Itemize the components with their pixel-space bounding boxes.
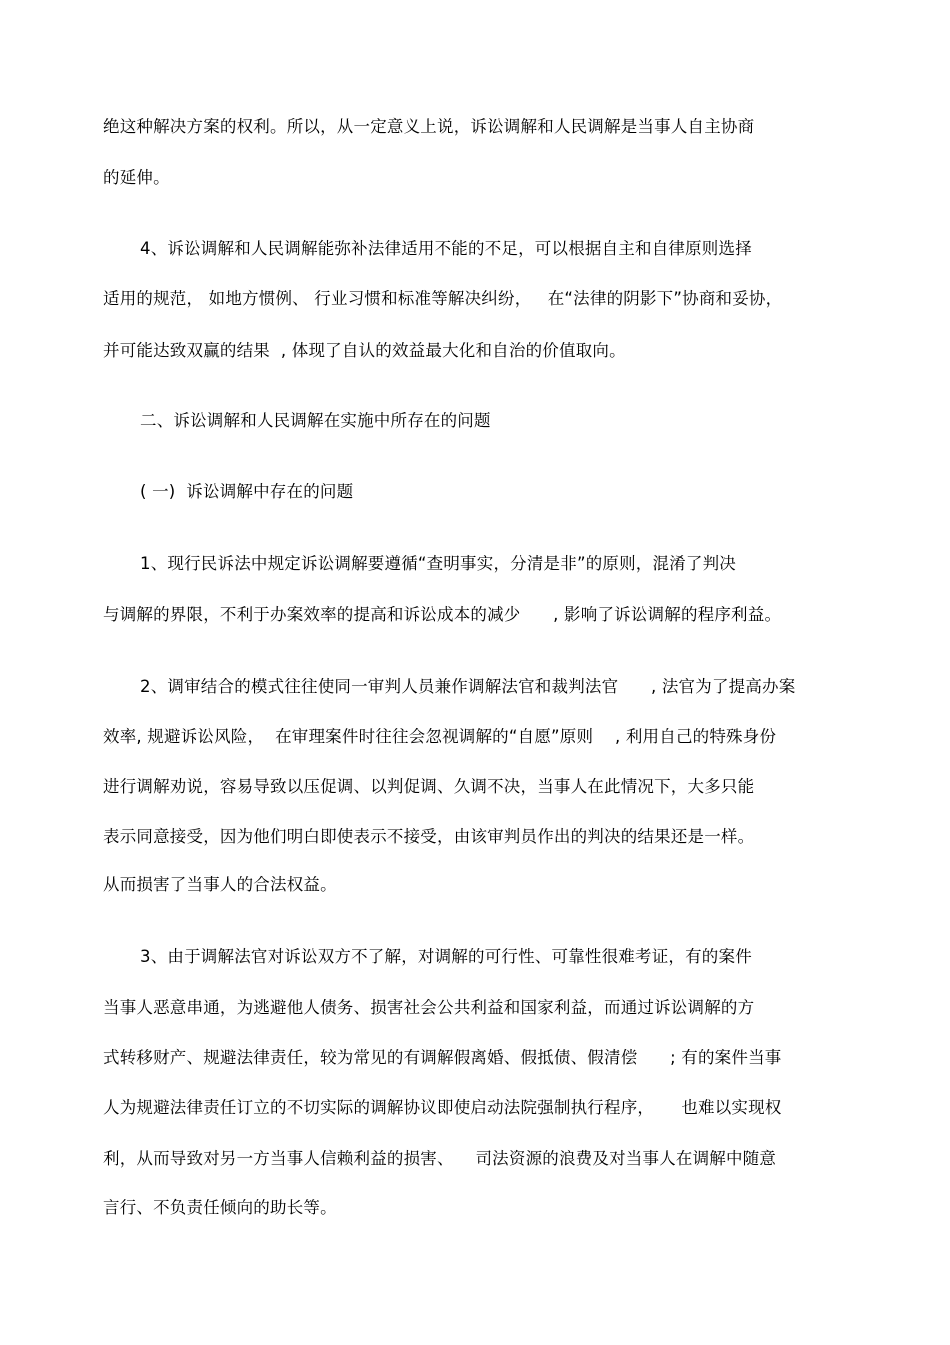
paragraph-line: 式转移财产、规避法律责任，较为常见的有调解假离婚、假抵债、假清偿 ; 有的案件当事 <box>103 1048 782 1067</box>
paragraph-line: 人为规避法律责任订立的不切实际的调解协议即使启动法院强制执行程序， 也难以实现权 <box>103 1098 782 1117</box>
paragraph-line: 适用的规范， 如地方惯例、 行业习惯和标准等解决纠纷， 在“法律的阴影下”协商和妥协， <box>103 289 783 308</box>
paragraph-line: 当事人恶意串通，为逃避他人债务、损害社会公共利益和国家利益，而通过诉讼调解的方 <box>103 998 755 1017</box>
paragraph-line: 从而损害了当事人的合法权益。 <box>103 875 337 894</box>
paragraph-line: 4、诉讼调解和人民调解能弥补法律适用不能的不足，可以根据自主和自律原则选择 <box>140 239 752 258</box>
paragraph-line: 2、调审结合的模式往往使同一审判人员兼作调解法官和裁判法官 , 法官为了提高办案 <box>140 677 796 696</box>
paragraph-line: 1、现行民诉法中规定诉讼调解要遵循“查明事实，分清是非”的原则，混淆了判决 <box>140 554 736 573</box>
section-heading: 二、诉讼调解和人民调解在实施中所存在的问题 <box>140 411 491 430</box>
paragraph-line: 与调解的界限，不利于办案效率的提高和诉讼成本的减少 , 影响了诉讼调解的程序利益。 <box>103 605 782 624</box>
paragraph-line: 进行调解劝说，容易导致以压促调、以判促调、久调不决，当事人在此情况下，大多只能 <box>103 777 755 796</box>
paragraph-line: 利，从而导致对另一方当事人信赖利益的损害、 司法资源的浪费及对当事人在调解中随意 <box>103 1149 777 1168</box>
paragraph-line: 的延伸。 <box>103 168 170 187</box>
subsection-heading: ( 一) 诉讼调解中存在的问题 <box>140 482 354 501</box>
paragraph-line: 3、由于调解法官对诉讼双方不了解，对调解的可行性、可靠性很难考证，有的案件 <box>140 947 752 966</box>
paragraph-line: 表示同意接受，因为他们明白即使表示不接受，由该审判员作出的判决的结果还是一样。 <box>103 827 755 846</box>
paragraph-line: 效率, 规避诉讼风险， 在审理案件时往往会忽视调解的“自愿”原则 , 利用自己的特殊身份 <box>103 727 777 746</box>
paragraph-line: 并可能达致双赢的结果 , 体现了自认的效益最大化和自治的价值取向。 <box>103 341 626 360</box>
paragraph-line: 绝这种解决方案的权利。所以，从一定意义上说，诉讼调解和人民调解是当事人自主协商 <box>103 117 755 136</box>
paragraph-line: 言行、不负责任倾向的助长等。 <box>103 1198 337 1217</box>
